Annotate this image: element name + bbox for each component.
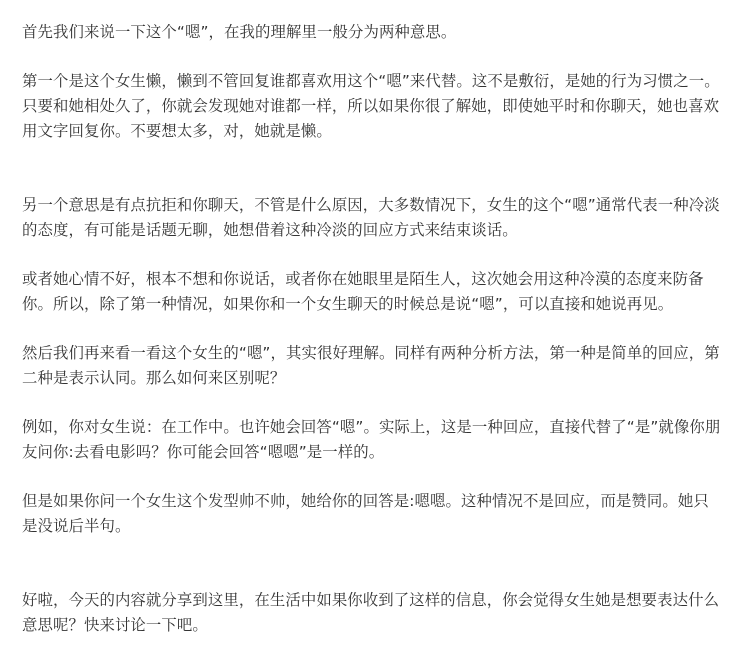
paragraph-lazy-meaning: 第一个是这个女生懒，懒到不管回复谁都喜欢用这个“嗯”来代替。这不是敷衍，是她的行为习惯之一。只要和她相处久了，你就会发现她对谁都一样，所以如果你很了解她，即使她平时和你聊天，她也喜欢用文字回复你。不要想太多，对，她就是懒。 bbox=[22, 72, 720, 140]
paragraph-example-agree: 但是如果你问一个女生这个发型帅不帅，她给你的回答是:嗯嗯。这种情况不是回应，而是赞同。她只是没说后半句。 bbox=[22, 492, 709, 535]
paragraph-resist-meaning: 另一个意思是有点抗拒和你聊天，不管是什么原因，大多数情况下，女生的这个“嗯”通常代表一种冷淡的态度，有可能是话题无聊，她想借着这种冷淡的回应方式来结束谈话。 bbox=[22, 196, 720, 239]
article-body bbox=[22, 20, 722, 638]
paragraph-example-response: 例如，你对女生说：在工作中。也许她会回答“嗯”。实际上，这是一种回应，直接代替了“是”就像你朋友问你:去看电影吗？你可能会回答“嗯嗯”是一样的。 bbox=[22, 418, 721, 461]
paragraph-bad-mood: 或者她心情不好，根本不想和你说话，或者你在她眼里是陌生人，这次她会用这种冷漠的态度来防备你。所以，除了第一种情况，如果你和一个女生聊天的时候总是说“嗯”，可以直接和她说再见。 bbox=[22, 270, 704, 313]
paragraph-conclusion: 好啦，今天的内容就分享到这里，在生活中如果你收到了这样的信息，你会觉得女生她是想要表达什么意思呢？快来讨论一下吧。 bbox=[22, 591, 720, 634]
paragraph-second-analysis: 然后我们再来看一看这个女生的“嗯”，其实很好理解。同样有两种分析方法，第一种是简单的回应，第二种是表示认同。那么如何来区别呢？ bbox=[22, 344, 720, 387]
paragraph-intro: 首先我们来说一下这个“嗯”，在我的理解里一般分为两种意思。 bbox=[22, 23, 457, 41]
